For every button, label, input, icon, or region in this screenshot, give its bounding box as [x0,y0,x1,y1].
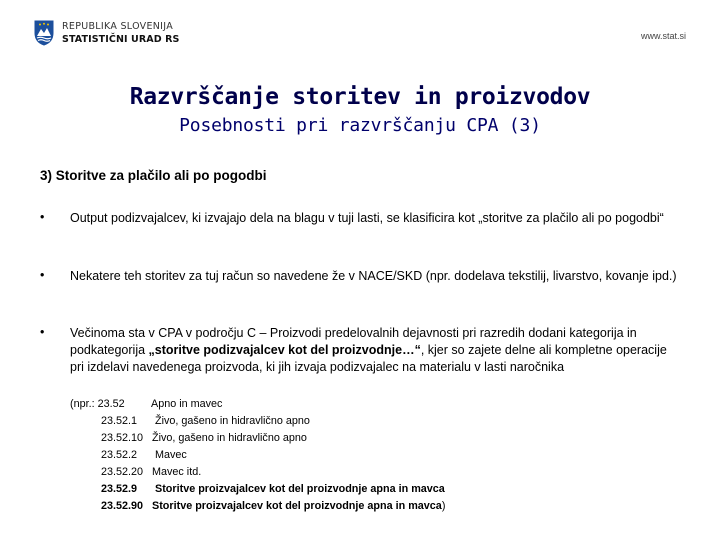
bullet-mark: • [40,325,45,339]
bullet-text: Nekatere teh storitev za tuj račun so navedene že v NACE/SKD (npr. dodelava tekstilij, livarstvo, kovanje ipd.) [70,269,677,283]
organization-name [62,20,179,46]
code-number: 23.52 [97,398,125,410]
bullet-mark: • [40,268,45,282]
slide-title: Razvrščanje storitev in proizvodov [129,84,591,110]
code-label: Živo, gašeno in hidravlično apno [149,415,310,427]
bullet-text: Output podizvajalcev, ki izvajajo dela na blagu v tuji lasti, se klasificira kot „storitve za plačilo ali po pogodbi“ [70,211,664,225]
code-number: 23.52.20 [101,466,144,478]
logo [34,20,179,46]
code-row [70,481,445,498]
code-row [70,413,445,430]
code-row [70,430,445,447]
code-label: Apno in mavec [145,398,223,410]
code-label: Mavec itd. [149,466,202,478]
website-url: www.stat.si [640,31,686,41]
code-number: 23.52.90 [101,500,144,512]
org-line-1: REPUBLIKA SLOVENIJA [62,21,174,32]
org-line-2: STATISTIČNI URAD RS [62,34,180,45]
code-list [70,396,445,515]
code-row [70,447,445,464]
bullet-text [70,325,680,376]
bullet-item [40,268,680,285]
slovenian-coat-of-arms-icon [34,20,54,46]
code-row [70,396,445,413]
code-label: Storitve proizvajalcev kot del proizvodnje apna in mavca [149,500,442,512]
bullet-mark: • [40,210,45,224]
bullet-item [40,210,680,227]
code-number: 23.52.2 [101,449,138,461]
code-label: Živo, gašeno in hidravlično apno [149,432,307,444]
code-number: 23.52.10 [101,432,144,444]
bullet-emphasis: „storitve podizvajalcev kot del proizvodnje…“ [148,343,421,357]
code-label: Mavec [149,449,187,461]
code-list-suffix: ) [441,500,446,512]
bullet-text-part: Večinoma sta v CPA v področju C – Proizvodi predelovalnih dejavnosti pri razredih dodani kategorija in podkategorija [70,326,637,357]
code-label: Storitve proizvajalcev kot del proizvodnje apna in mavca [149,483,445,495]
code-number: 23.52.9 [101,483,138,495]
section-heading: 3) Storitve za plačilo ali po pogodbi [40,168,267,183]
code-number: 23.52.1 [101,415,138,427]
code-row [70,464,445,481]
code-row [70,498,445,515]
bullet-text-part: , kjer so zajete delne ali kompletne operacije pri izdelavi navedenega proizvoda, ki jih izvaja podizvajalec na materialu v lasti naročnika [70,343,667,374]
code-list-prefix: (npr.: [70,398,98,410]
slide-subtitle: Posebnosti pri razvrščanju CPA (3) [179,115,541,136]
bullet-item [40,325,680,376]
